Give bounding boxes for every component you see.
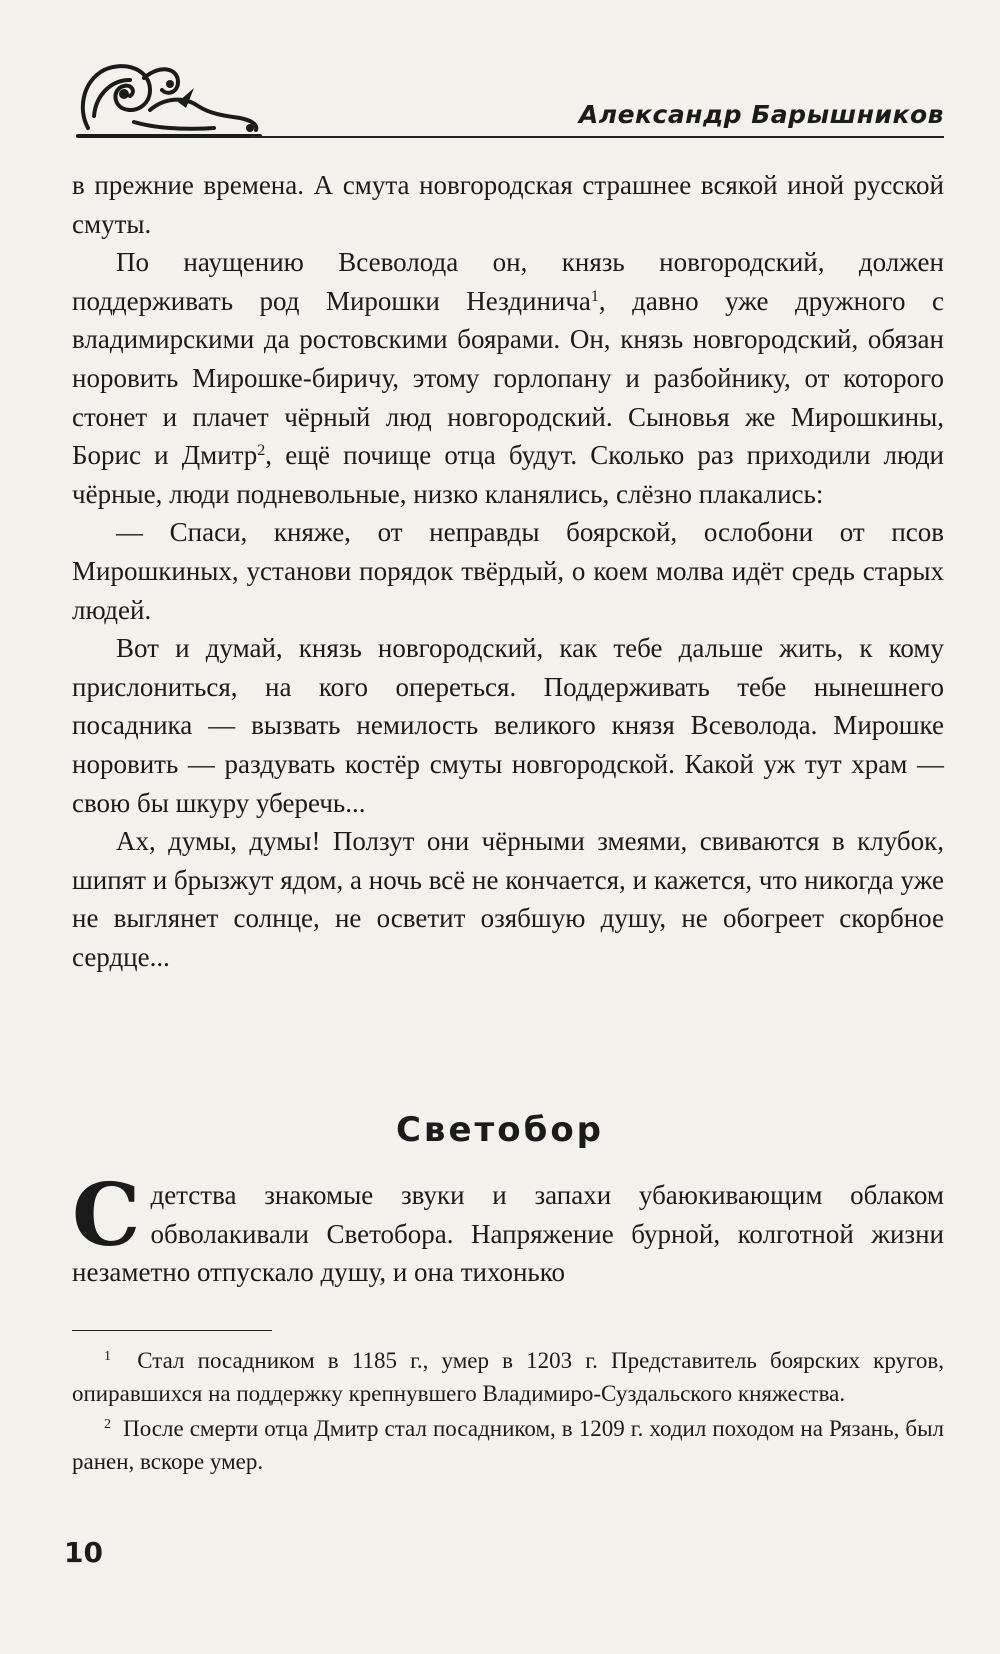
footnote-ref[interactable]: 2 xyxy=(257,442,266,460)
paragraph-text: , ещё почище отца будут. Сколько раз приходили люди чёрные, люди подневольные, низко кланялись, слёзно плакались: xyxy=(72,440,945,509)
paragraph-text: По наущению Всеволода он, князь новгородский, должен поддерживать род Мирошки Нездинича xyxy=(72,247,944,316)
paragraph: — Спаси, княже, от неправды боярской, ослобони от псов Мирошкиных, установи порядок твёрдый, о коем молва идёт средь старых людей. xyxy=(72,517,944,625)
footnote-mark: 2 xyxy=(104,1417,111,1432)
paragraph: Ах, думы, думы! Ползут они чёрными змеями, свиваются в клубок, шипят и брызжут ядом, а ночь всё не кончается, и кажется, что никогда уже не выглянет солнце, не осветит озябшую душу, не обогреет скорбное сердце... xyxy=(72,826,944,972)
page-number: 10 xyxy=(64,1536,103,1569)
paragraph: в прежние времена. А смута новгородская страшнее всякой иной русской смуты. xyxy=(72,170,944,239)
chapter-opening xyxy=(72,1165,944,1292)
footnote-rule xyxy=(72,1330,272,1331)
paragraph xyxy=(72,243,944,513)
footnote-mark: 1 xyxy=(104,1349,111,1364)
section-title: Светобор xyxy=(395,1110,605,1150)
footnotes xyxy=(72,1344,944,1480)
paragraph: Вот и думай, князь новгородский, как тебе дальше жить, к кому прислониться, на кого опереться. Поддерживать тебе нынешнего посадника — вызвать немилость великого князя Всеволода. Мирошке норовить — раздувать костёр смуты новгородской. Какой уж тут храм — свою бы шкуру уберечь... xyxy=(72,633,944,818)
scroll-ornament-icon xyxy=(74,58,264,140)
drop-cap: С xyxy=(72,1165,141,1266)
main-text xyxy=(72,166,944,976)
paragraph xyxy=(72,1165,944,1292)
page-header xyxy=(74,58,944,140)
paragraph-text: детства знакомые звуки и запахи убаюкивающим облаком обволакивали Светобора. Напряжение бурной, колготной жизни незаметно отпускало душу, и она тихонько xyxy=(72,1180,944,1288)
running-title: Александр Барышников xyxy=(578,100,944,129)
paragraph-text: , давно уже дружного с владимирскими да ростовскими боярами. Он, князь новгородский, обязан норовить Мирошке-биричу, этому горлопану и разбойнику, от которого стонет и плачет чёрный люд новгородский. Сыновья же Мирошкины, Борис и Дмитр xyxy=(72,285,944,471)
footnote xyxy=(72,1344,944,1410)
footnote-text: После смерти отца Дмитр стал посадником, в 1209 г. ходил походом на Рязань, был ранен, вскоре умер. xyxy=(72,1416,945,1474)
footnote-text: Стал посадником в 1185 г., умер в 1203 г. Представитель боярских кругов, опиравшихся на поддержку крепнувшего Владимиро-Суздальского княжества. xyxy=(72,1348,944,1406)
footnote xyxy=(72,1412,944,1478)
header-rule xyxy=(250,136,944,138)
footnote-ref[interactable]: 1 xyxy=(590,287,599,305)
